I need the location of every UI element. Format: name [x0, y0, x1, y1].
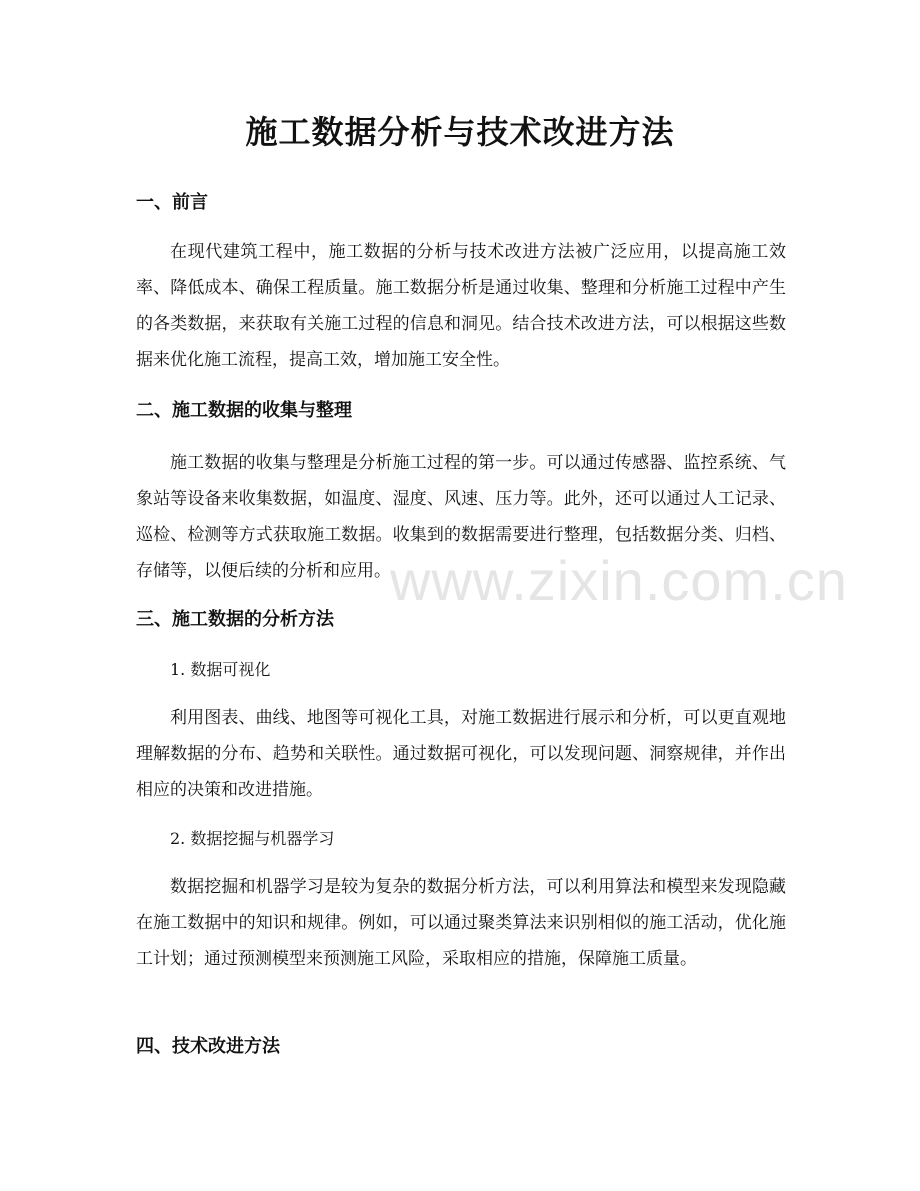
paragraph-data-visualization: 利用图表、曲线、地图等可视化工具，对施工数据进行展示和分析，可以更直观地理解数据的分布、趋势和关联性。通过数据可视化，可以发现问题、洞察规律，并作出相应的决策和改进措施。: [136, 708, 786, 800]
document-title: 施工数据分析与技术改进方法: [245, 113, 675, 151]
watermark-text: www.zixin.com.cn: [390, 549, 848, 612]
section-heading-tech-improvement: 四、技术改进方法: [136, 1036, 280, 1057]
subheading-data-mining: 2. 数据挖掘与机器学习: [170, 829, 335, 848]
section-heading-analysis-methods: 三、施工数据的分析方法: [136, 609, 334, 630]
subheading-data-visualization: 1. 数据可视化: [170, 660, 271, 679]
section-heading-data-collection: 二、施工数据的收集与整理: [136, 400, 352, 421]
section-paragraph-data-collection: 施工数据的收集与整理是分析施工过程的第一步。可以通过传感器、监控系统、气象站等设备来收集数据，如温度、湿度、风速、压力等。此外，还可以通过人工记录、巡检、检测等方式获取施工数据。收集到的数据需要进行整理，包括数据分类、归档、存储等，以便后续的分析和应用。: [136, 453, 786, 581]
section-paragraph-preface: 在现代建筑工程中，施工数据的分析与技术改进方法被广泛应用，以提高施工效率、降低成本、确保工程质量。施工数据分析是通过收集、整理和分析施工过程中产生的各类数据，来获取有关施工过程的信息和洞见。结合技术改进方法，可以根据这些数据来优化施工流程，提高工效，增加施工安全性。: [136, 242, 786, 370]
paragraph-data-mining: 数据挖掘和机器学习是较为复杂的数据分析方法，可以利用算法和模型来发现隐藏在施工数据中的知识和规律。例如，可以通过聚类算法来识别相似的施工活动，优化施工计划；通过预测模型来预测施工风险，采取相应的措施，保障施工质量。: [136, 877, 786, 969]
section-heading-preface: 一、前言: [136, 192, 208, 213]
